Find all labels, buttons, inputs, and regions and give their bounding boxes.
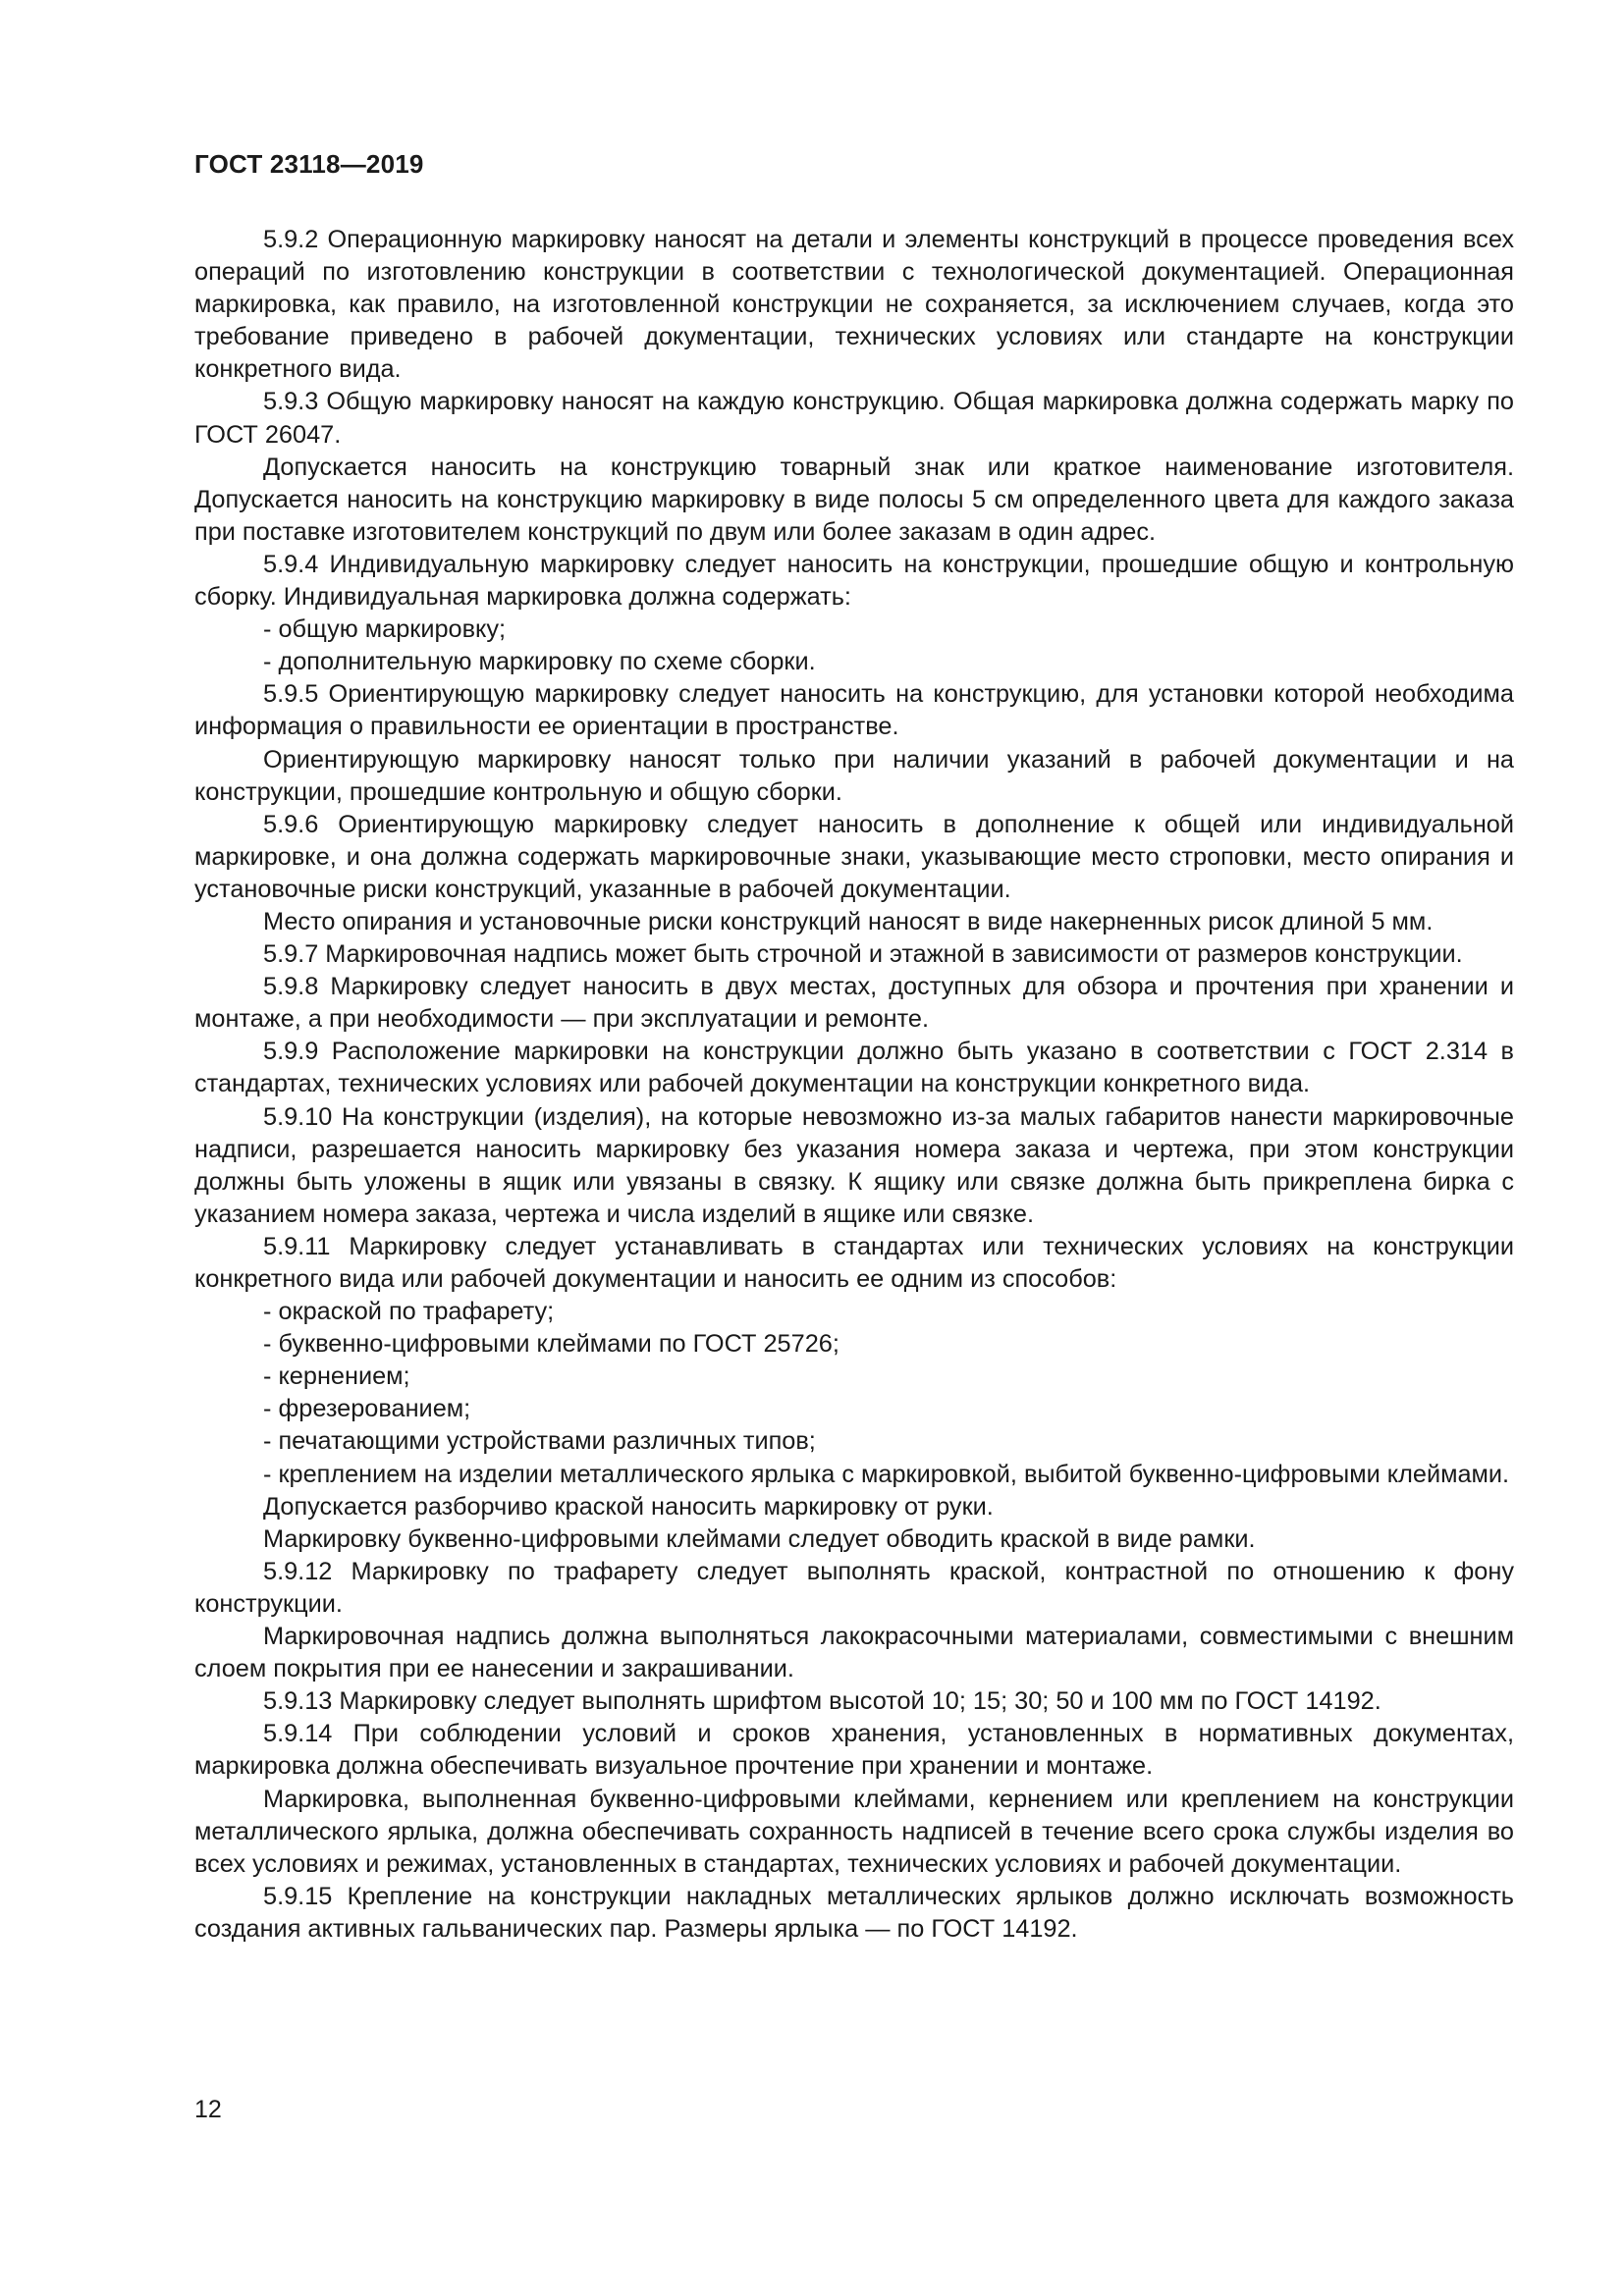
list-item: - кернением; <box>263 1362 410 1391</box>
paragraph-5-9-10: 5.9.10 На конструкции (изделия), на которые невозможно из-за малых габаритов нанести маркировочные надписи, разрешается наносить маркировку без указания номера заказа и чертежа, при этом конструкции должны быть уложены в ящик или увязаны в связку. К ящику или связке должна быть прикреплена бирка с указанием номера заказа, чертежа и числа изделий в ящике или связке. <box>194 1102 1514 1228</box>
paragraph-5-9-13: 5.9.13 Маркировку следует выполнять шрифтом высотой 10; 15; 30; 50 и 100 мм по ГОСТ 14192. <box>263 1687 1381 1716</box>
document-body <box>194 224 1514 1946</box>
page-number: 12 <box>194 2096 222 2123</box>
list-item: - фрезерованием; <box>263 1395 471 1423</box>
paragraph: Допускается разборчиво краской наносить маркировку от руки. <box>263 1492 994 1521</box>
paragraph: Ориентирующую маркировку наносят только при наличии указаний в рабочей документации и на конструкции, прошедшие контрольную и общую сборки. <box>194 745 1514 806</box>
paragraph-5-9-15: 5.9.15 Крепление на конструкции накладных металлических ярлыков должно исключать возможность создания активных гальванических пар. Размеры ярлыка — по ГОСТ 14192. <box>194 1882 1514 1943</box>
paragraph-5-9-11: 5.9.11 Маркировку следует устанавливать в стандартах или технических условиях на конструкции конкретного вида или рабочей документации и наносить ее одним из способов: <box>194 1232 1514 1293</box>
list-item: - окраской по трафарету; <box>263 1298 555 1326</box>
paragraph: Маркировочная надпись должна выполняться лакокрасочными материалами, совместимыми с внешним слоем покрытия при ее нанесении и закрашивании. <box>194 1623 1514 1683</box>
paragraph-5-9-7: 5.9.7 Маркировочная надпись может быть строчной и этажной в зависимости от размеров конструкции. <box>263 940 1463 969</box>
paragraph: Маркировка, выполненная буквенно-цифровыми клеймами, кернением или креплением на конструкции металлического ярлыка, должна обеспечивать сохранность надписей в течение всего срока службы изделия во всех условиях и режимах, установленных в стандартах, технических условиях и рабочей документации. <box>194 1785 1514 1878</box>
paragraph-5-9-12: 5.9.12 Маркировку по трафарету следует выполнять краской, контрастной по отношению к фону конструкции. <box>194 1557 1514 1618</box>
document-header-title: ГОСТ 23118—2019 <box>194 149 424 179</box>
list-item: - печатающими устройствами различных типов; <box>263 1427 816 1456</box>
paragraph-5-9-3: 5.9.3 Общую маркировку наносят на каждую конструкцию. Общая маркировка должна содержать марку по ГОСТ 26047. <box>194 388 1514 449</box>
paragraph-5-9-4: 5.9.4 Индивидуальную маркировку следует наносить на конструкции, прошедшие общую и контрольную сборку. Индивидуальная маркировка должна содержать: <box>194 550 1514 612</box>
paragraph-5-9-2: 5.9.2 Операционную маркировку наносят на детали и элементы конструкций в процессе проведения всех операций по изготовлению конструкции в соответствии с технологической документацией. Операционная маркировка, как правило, на изготовленной конструкции не сохраняется, за исключением случаев, когда это требование приведено в рабочей документации, технических условиях или стандарте на конструкции конкретного вида. <box>194 226 1514 384</box>
paragraph: Допускается наносить на конструкцию товарный знак или краткое наименование изготовителя. Допускается наносить на конструкцию маркировку в виде полосы 5 см определенного цвета для каждого заказа при поставке изготовителем конструкций по двум или более заказам в один адрес. <box>194 453 1514 546</box>
paragraph: Маркировку буквенно-цифровыми клеймами следует обводить краской в виде рамки. <box>263 1524 1256 1553</box>
paragraph: Место опирания и установочные риски конструкций наносят в виде накерненных рисок длиной 5 мм. <box>263 907 1434 935</box>
paragraph-5-9-9: 5.9.9 Расположение маркировки на конструкции должно быть указано в соответствии с ГОСТ 2.314 в стандартах, технических условиях или рабочей документации на конструкции конкретного вида. <box>194 1038 1514 1098</box>
paragraph-5-9-14: 5.9.14 При соблюдении условий и сроков хранения, установленных в нормативных документах, маркировка должна обеспечивать визуальное прочтение при хранении и монтаже. <box>194 1720 1514 1781</box>
list-item: - креплением на изделии металлического ярлыка с маркировкой, выбитой буквенно-цифровыми клеймами. <box>263 1460 1510 1488</box>
paragraph-5-9-6: 5.9.6 Ориентирующую маркировку следует наносить в дополнение к общей или индивидуальной маркировке, и она должна содержать маркировочные знаки, указывающие место строповки, место опирания и установочные риски конструкций, указанные в рабочей документации. <box>194 810 1514 903</box>
list-item: - буквенно-цифровыми клеймами по ГОСТ 25726; <box>263 1330 839 1359</box>
paragraph-5-9-8: 5.9.8 Маркировку следует наносить в двух местах, доступных для обзора и прочтения при хранении и монтаже, а при необходимости — при эксплуатации и ремонте. <box>194 973 1514 1034</box>
paragraph-5-9-5: 5.9.5 Ориентирующую маркировку следует наносить на конструкцию, для установки которой необходима информация о правильности ее ориентации в пространстве. <box>194 680 1514 741</box>
list-item: - дополнительную маркировку по схеме сборки. <box>263 648 816 676</box>
list-item: - общую маркировку; <box>263 615 507 644</box>
